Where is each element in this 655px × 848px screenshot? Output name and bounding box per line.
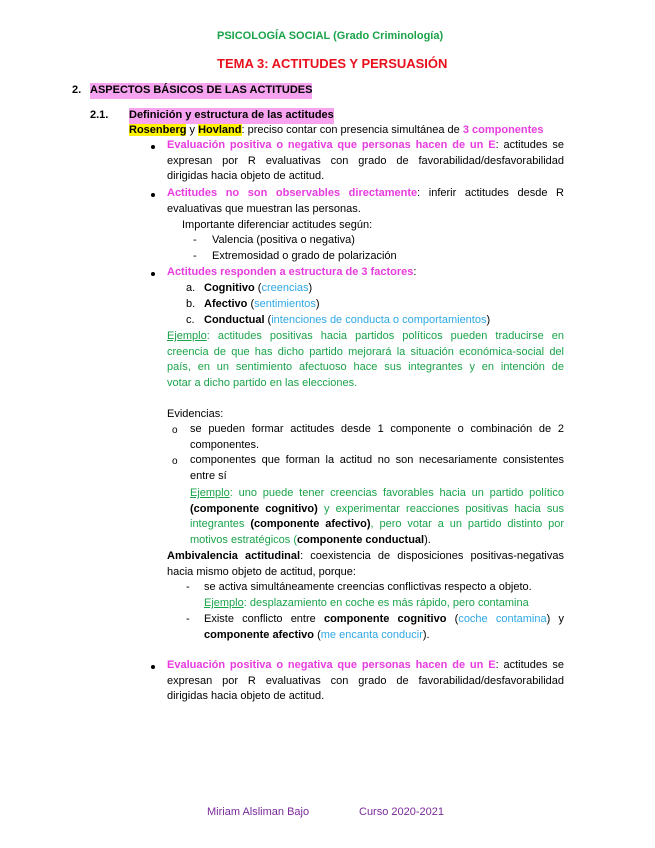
dash-marker: - (186, 581, 190, 593)
factor-cognitive: a. (186, 282, 196, 294)
ambivalence-example: Ejemplo: desplazamiento en coche es más rápido, pero contamina (204, 597, 529, 609)
important-note: Importante diferenciar actitudes según: (182, 219, 373, 231)
factor-behavioral-text: Conductual (intenciones de conducta o comportamientos) (204, 314, 491, 326)
extremity-item: Extremosidad o grado de polarización (212, 250, 397, 262)
evidence-example: Ejemplo: uno puede tener creencias favorables hacia un partido político (componente cognitivo) y experimentar reacciones positivas hacia sus integrantes (componente afectivo), pero votar a un partido distinto por motivos estratégicos (componente conductual). (190, 487, 564, 546)
evidence-item-1: se pueden formar actitudes desde 1 componente o combinación de 2 componentes. (190, 423, 564, 451)
bullet1-text: Evaluación positiva o negativa que personas hacen de un E: actitudes se expresan por R evaluativas con grado de favorabilidad/desfavorabilidad dirigidas hacia objeto de actitud. (167, 139, 564, 182)
evidence-title: Evidencias: (167, 408, 224, 420)
factors-example: Ejemplo: actitudes positivas hacia partidos políticos pueden traducirse en creencia de que has dicho partido mejorará la situación económica-social del país, en un sentimiento afectuoso hace sus integrantes y en intención de votar a dicho partido en las elecciones. (167, 330, 564, 389)
author-rosenberg: Rosenberg (129, 124, 187, 136)
factor-affective-text: Afectivo (sentimientos) (204, 298, 320, 310)
intro-line: Rosenberg y Hovland: preciso contar con presencia simultánea de 3 componentes (129, 124, 544, 136)
ambivalence-reason-2: Existe conflicto entre componente cognitivo (coche contamina) y componente afectivo (me encanta conducir). (204, 613, 564, 641)
dash-marker: - (193, 234, 197, 246)
footer-author: Miriam Alsliman Bajo (207, 806, 310, 818)
ambivalence-reason-1: se activa simultáneamente creencias conflictivas respecto a objeto. (204, 581, 532, 593)
topic-title: TEMA 3: ACTITUDES Y PERSUASIÓN (217, 56, 448, 71)
bullet3-heading: Actitudes responden a estructura de 3 factores: (167, 266, 417, 278)
subsection-title: Definición y estructura de las actitudes (129, 108, 334, 124)
course-header: PSICOLOGÍA SOCIAL (Grado Criminología) (217, 30, 444, 42)
dash-marker: - (193, 250, 197, 262)
valence-item: Valencia (positiva o negativa) (212, 234, 355, 246)
bullet-dot (151, 145, 155, 149)
subsection-number: 2.1. (90, 109, 109, 121)
bullet-dot (151, 272, 155, 276)
factor-behavioral: c. (186, 314, 195, 326)
bullet2-text: Actitudes no son observables directamente: inferir actitudes desde R evaluativas que muestran las personas. (167, 187, 564, 215)
section-number: 2. (72, 84, 82, 96)
bullet4-text: Evaluación positiva o negativa que personas hacen de un E: actitudes se expresan por R evaluativas con grado de favorabilidad/desfavorabilidad dirigidas hacia objeto de actitud. (167, 659, 564, 702)
dash-marker: - (186, 613, 190, 625)
evidence-item-2: componentes que forman la actitud no son necesariamente consistentes entre sí (190, 454, 564, 482)
ambivalence-definition: Ambivalencia actitudinal: coexistencia de disposiciones positivas-negativas hacia mismo objeto de actitud, porque: (167, 550, 564, 578)
circle-bullet: o (172, 456, 178, 467)
circle-bullet: o (172, 425, 178, 436)
factor-cognitive-text: Cognitivo (creencias) (204, 282, 313, 294)
bullet-dot (151, 665, 155, 669)
footer-course: Curso 2020-2021 (359, 806, 445, 818)
components-count: 3 componentes (462, 124, 544, 136)
author-hovland: Hovland (198, 124, 242, 136)
bullet-dot (151, 193, 155, 197)
factor-affective: b. (186, 298, 196, 310)
section-title: ASPECTOS BÁSICOS DE LAS ACTITUDES (90, 83, 312, 99)
